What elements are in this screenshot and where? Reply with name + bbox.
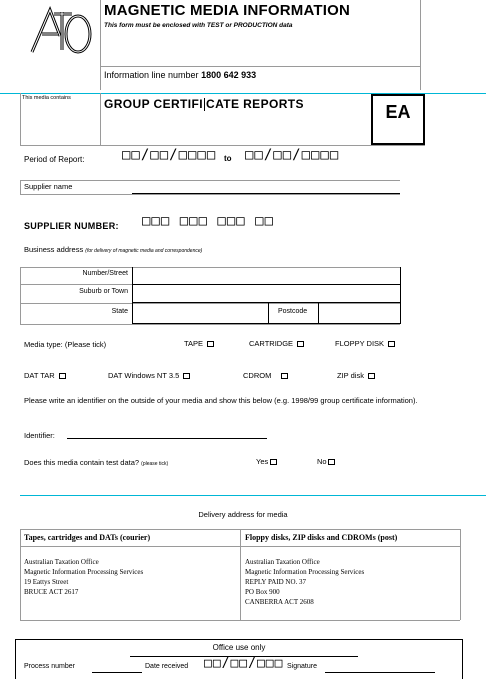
report-title-right: CATE REPORTS [206, 97, 304, 111]
media-contains-label: This media contains [22, 95, 71, 101]
media-zip-option[interactable]: ZIP disk [337, 371, 375, 380]
form-title: MAGNETIC MEDIA INFORMATION [104, 2, 351, 19]
test-yes-option[interactable]: Yes [256, 457, 277, 466]
supplier-name-field[interactable] [132, 181, 400, 193]
media-dat-tar-option[interactable]: DAT TAR [24, 371, 66, 380]
business-address-label: Business address (for delivery of magnetic media and correspondence) [24, 245, 203, 254]
delivery-courier-address: Australian Taxation Office Magnetic Information Processing Services 19 Eattys Street BRUCE ACT 2617 [24, 558, 144, 596]
number-street-field[interactable] [133, 268, 399, 284]
report-code-box [371, 94, 425, 145]
postcode-label: Postcode [278, 308, 308, 315]
delivery-post-address: Australian Taxation Office Magnetic Information Processing Services REPLY PAID NO. 37 PO Box 900 CANBERRA ACT 2608 [245, 558, 365, 606]
ato-logo-icon [20, 0, 100, 68]
suburb-field[interactable] [133, 285, 399, 302]
state-label: State [111, 308, 128, 315]
postcode-field[interactable] [319, 304, 399, 323]
signature-label: Signature [287, 663, 317, 670]
date-received-input[interactable]: □□/□□/□□□ [204, 656, 284, 671]
media-type-label: Media type: (Please tick) [24, 340, 107, 349]
media-floppy-option[interactable]: FLOPPY DISK [335, 339, 395, 348]
signature-field[interactable] [325, 662, 435, 672]
media-tape-option[interactable]: TAPE [184, 339, 214, 348]
media-cdrom-option[interactable]: CDROM [243, 371, 288, 380]
tape-checkbox[interactable] [207, 341, 214, 347]
identifier-instructions: Please write an identifier on the outside of your media and show this below (e.g. 1998/99 group certificate information). [24, 396, 418, 405]
no-checkbox[interactable] [328, 459, 335, 465]
information-line [104, 70, 256, 80]
media-dat-nt-option[interactable]: DAT Windows NT 3.5 [108, 371, 190, 380]
ato-logo [20, 0, 100, 68]
report-title-left: GROUP CERTIFI [104, 97, 203, 111]
report-title [104, 97, 304, 111]
process-number-label: Process number [24, 663, 75, 670]
info-number: 1800 642 933 [201, 70, 257, 80]
date-received-label: Date received [145, 663, 189, 670]
info-label: Information line number [104, 70, 202, 80]
cartridge-checkbox[interactable] [297, 341, 304, 347]
period-to-input[interactable]: □□/□□/□□□□ [245, 147, 340, 163]
number-street-label: Number/Street [82, 270, 128, 277]
media-cartridge-option[interactable]: CARTRIDGE [249, 339, 304, 348]
period-from-input[interactable]: □□/□□/□□□□ [122, 147, 217, 163]
delivery-post-heading: Floppy disks, ZIP disks and CDROMs (post) [245, 533, 398, 542]
identifier-label: Identifier: [24, 431, 55, 440]
business-address-note: (for delivery of magnetic media and correspondence) [85, 248, 203, 254]
test-no-option[interactable]: No [317, 457, 335, 466]
identifier-field[interactable] [67, 428, 267, 438]
report-code: EA [385, 102, 411, 122]
suburb-label: Suburb or Town [79, 288, 128, 295]
supplier-name-label: Supplier name [24, 182, 73, 191]
period-to-label: to [224, 154, 232, 163]
form-subtitle: This form must be enclosed with TEST or PRODUCTION data [104, 22, 293, 29]
cdrom-checkbox[interactable] [281, 373, 288, 379]
period-label: Period of Report: [24, 155, 85, 164]
delivery-courier-heading: Tapes, cartridges and DATs (courier) [24, 533, 151, 542]
state-field[interactable] [133, 304, 267, 323]
test-question: Does this media contain test data? (please tick) [24, 458, 169, 467]
office-use-title: Office use only [212, 643, 266, 652]
dat-tar-checkbox[interactable] [59, 373, 66, 379]
yes-checkbox[interactable] [270, 459, 277, 465]
floppy-checkbox[interactable] [388, 341, 395, 347]
zip-checkbox[interactable] [368, 373, 375, 379]
test-hint: (please tick) [141, 461, 169, 467]
supplier-number-label: SUPPLIER NUMBER: [24, 221, 119, 231]
dat-nt-checkbox[interactable] [183, 373, 190, 379]
supplier-number-input[interactable]: □□□ □□□ □□□ □□ [142, 213, 275, 229]
delivery-title: Delivery address for media [198, 510, 288, 519]
